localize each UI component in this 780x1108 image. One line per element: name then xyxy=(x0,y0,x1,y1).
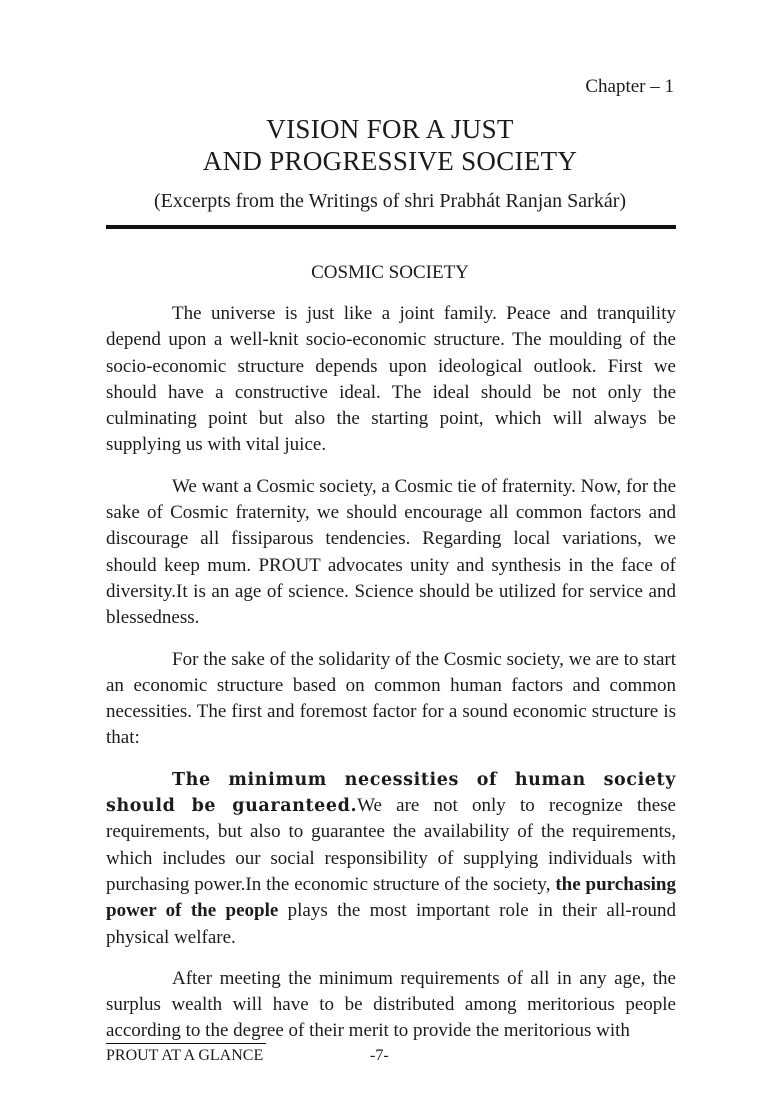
page-subtitle: (Excerpts from the Writings of shri Prabhát Ranjan Sarkár) xyxy=(153,190,627,212)
paragraph-1: The universe is just like a joint family. Peace and tranquility depend upon a well-knit socio-economic structure. The moulding of the socio-economic structure depends upon ideological outlook. First we should have a constructive ideal. The ideal should be not only the culminating point but also the starting point, which will always be supplying us with vital juice. xyxy=(106,303,676,456)
section-heading: COSMIC SOCIETY xyxy=(311,262,469,283)
paragraph-4 xyxy=(106,767,676,951)
page-number: -7- xyxy=(370,1047,389,1064)
paragraph-4-mid: We are not only to recognize these requirements, but also to guarantee the availability of the requirements, which includes our social responsibility of supplying individuals with purchasing power.In the economic structure of the society, xyxy=(106,795,676,895)
paragraph-4-end: plays the most important role in their all-round physical welfare. xyxy=(106,900,676,948)
chapter-label: Chapter – 1 xyxy=(585,76,674,97)
footer-divider xyxy=(106,1043,266,1044)
paragraph-4-lead: The minimum necessities of human society should be guaranteed. xyxy=(106,769,676,817)
page-title-line2: AND PROGRESSIVE SOCIETY xyxy=(202,146,578,176)
paragraph-2: We want a Cosmic society, a Cosmic tie of fraternity. Now, for the sake of Cosmic fraternity, we should encourage all common factors and discourage all fissiparous tendencies. Regarding local variations, we should keep mum. PROUT advocates unity and synthesis in the face of diversity.It is an age of science. Science should be utilized for service and blessedness. xyxy=(106,475,676,629)
page-title-line1: VISION FOR A JUST xyxy=(266,114,514,144)
paragraph-5: After meeting the minimum requirements of all in any age, the surplus wealth will have to be distributed among meritorious people according to the degree of their merit to provide the meritorious with xyxy=(106,967,676,1042)
paragraph-4-emphasis: the purchasing power of the people xyxy=(106,873,676,922)
paragraph-3: For the sake of the solidarity of the Cosmic society, we are to start an economic structure based on common human factors and common necessities. The first and foremost factor for a sound economic structure is that: xyxy=(106,648,676,749)
body-text xyxy=(106,301,676,1060)
title-divider xyxy=(106,225,676,229)
footer-book-title: PROUT AT A GLANCE xyxy=(106,1047,264,1064)
